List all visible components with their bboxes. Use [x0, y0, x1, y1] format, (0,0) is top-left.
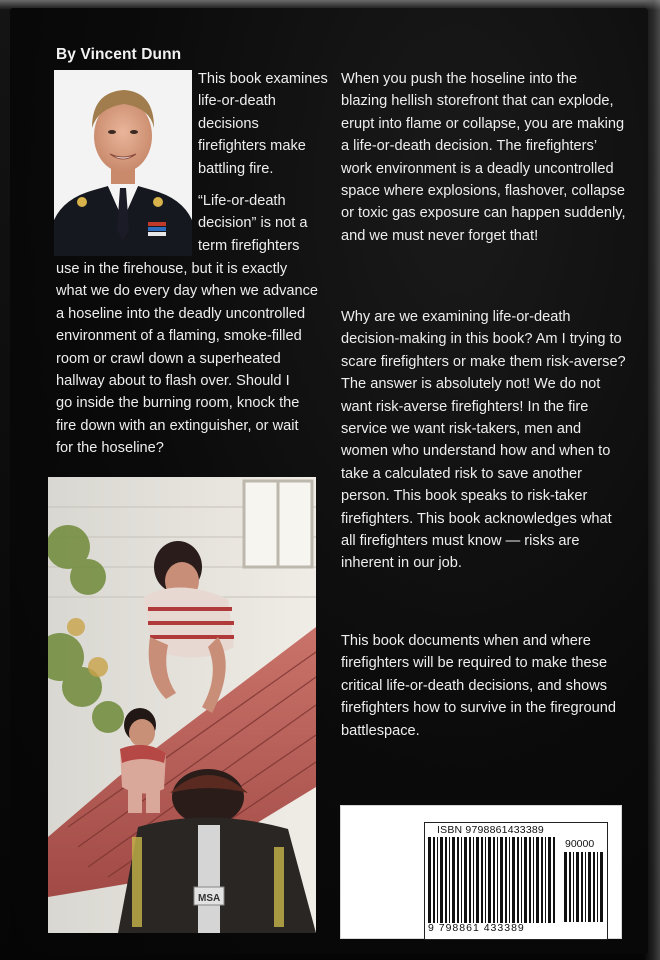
survival-paragraph: This book documents when and where firefighters will be required to make these critical life-or-death decisions, and shows firefighters how to survive in the fireground battlespace.	[341, 633, 616, 739]
price-barcode	[564, 852, 604, 922]
text-line: a hoseline into the deadly uncontrolled	[56, 305, 306, 322]
isbn-digits: 9 798861 433389	[428, 922, 525, 934]
text-line: room or crawl down a superheated	[56, 350, 281, 367]
author-portrait-image	[54, 70, 192, 256]
risk-paragraph: Why are we examining life-or-death decision-making in this book? Am I trying to scare firefighters or make them risk-averse? The answer is absolutely not! We do not want risk-averse firefighters! In the fire service we want risk-takers, men and women who understand how and when to take a calculated risk to save another person. This book speaks to risk-taker firefighters. This book acknowledges what all firefighters must know — risks are inherent in our job.	[341, 309, 626, 572]
text-line: hallway about to flash over. Should I	[56, 373, 290, 390]
isbn-barcode	[428, 837, 556, 923]
text-line: fire down with an extinguisher, or wait	[56, 417, 299, 434]
text-line: for the hoseline?	[56, 440, 164, 457]
text-line: go inside the burning room, knock the	[56, 395, 300, 412]
price-code: 90000	[565, 838, 595, 850]
intro-paragraph: This book examines life-or-death decisions firefighters make battling fire.	[198, 71, 328, 177]
author-byline: By Vincent Dunn	[56, 46, 182, 63]
firefighter-rescue-photo-image	[48, 477, 316, 933]
isbn-label: ISBN 9798861433389	[437, 824, 544, 836]
text-line: use in the firehouse, but it is exactly	[56, 261, 288, 277]
text-line: environment of a flaming, smoke-filled	[56, 328, 302, 345]
text-line: “Life-or-death	[198, 193, 286, 209]
text-line: decision” is not a	[198, 215, 308, 232]
quote-paragraph-continued	[56, 258, 328, 460]
text-line: term firefighters	[198, 237, 300, 254]
hoseline-paragraph: When you push the hoseline into the blazing hellish storefront that can explode, erupt into flame or collapse, you are making a life-or-death decision. The firefighters’ work environment is a deadly uncontrolled space where explosions, flashover, collapse or toxic gas exposure can happen suddenly, and we must never forget that!	[341, 71, 626, 244]
text-line: what we do every day when we advance	[56, 283, 319, 300]
quote-paragraph-start	[198, 190, 328, 257]
helmet-label: MSA	[198, 893, 221, 904]
